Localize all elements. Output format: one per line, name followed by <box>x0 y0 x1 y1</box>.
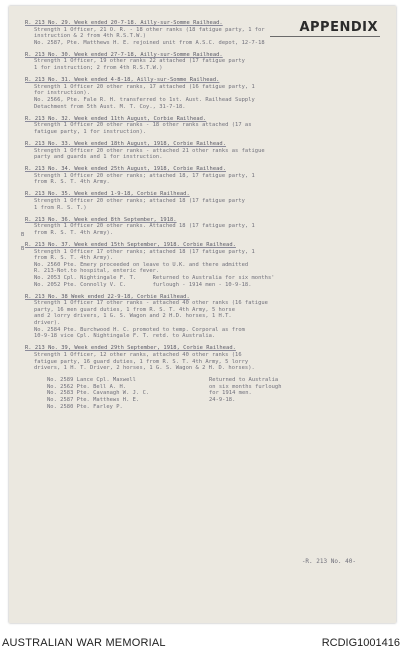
diary-entry <box>25 242 380 288</box>
soldier-name: No. 2580 Pte. Farley P. <box>47 403 123 410</box>
entry-heading: R. 213 No. 36. Week ended 8th September, 1918. <box>25 216 177 223</box>
margin-mark-b-2: B <box>21 246 25 252</box>
continuation-reference: -R. 213 No. 40- <box>301 558 356 565</box>
diary-entry <box>25 116 380 136</box>
entry-line: fatigue party, 16 guard duties, 1 from R. S. T. 4th Army, 5 lorry <box>34 358 249 365</box>
soldier-name: No. 2583 Pte. Cavanagh W. J. C. <box>47 390 150 397</box>
entry-line: No. 2587, Pte. Matthews H. E. rejoined unit from A.S.C. depot, 12-7-18 <box>34 39 265 46</box>
entry-heading: R. 213 No. 31. Week ended 4-8-18, Ailly-sur-Somme Railhead. <box>25 77 220 84</box>
diary-entry <box>25 345 380 371</box>
diary-entry <box>25 52 380 72</box>
document-page <box>9 6 396 623</box>
returned-names-block <box>25 377 380 410</box>
entry-line: 1 for instruction; 2 from 4th R.S.T.W.) <box>34 65 163 72</box>
diary-entry <box>25 77 380 110</box>
entry-line: No. 2560 Pte. Emery proceeded on leave to U.K. and there admitted <box>34 261 249 268</box>
entry-heading: R. 213 No. 33. Week ended 18th August, 1918, Corbie Railhead. <box>25 140 227 147</box>
entry-line: Strength 1 Officer 20 other ranks; attached 18 (17 fatigue party <box>34 198 245 205</box>
diary-entry <box>25 191 380 211</box>
entry-heading: R. 213 No. 34. Week ended 25th August, 1918, Corbie Railhead. <box>25 166 227 173</box>
entry-line: Strength 1 Officer 20 other ranks - attached 21 other ranks as fatigue <box>34 147 265 154</box>
soldier-name: No. 2589 Lance Cpl. Maxwell <box>47 377 136 384</box>
entry-line: party and guards and 1 for instruction. <box>34 154 163 161</box>
record-id: RCDIG1001416 <box>321 637 400 649</box>
return-note-line: Returned to Australia <box>209 377 279 384</box>
diary-entry <box>25 294 380 340</box>
entry-line: No. 2584 Pte. Burchwood H. C. promoted to temp. Corporal as from <box>34 326 245 333</box>
entry-line: Strength 1 Officer 17 other ranks - attached 40 other ranks (16 fatigue <box>34 300 268 307</box>
entry-line: Detachment from 5th Aust. M. T. Coy., 31-7-18. <box>34 103 186 110</box>
entry-line: from R. S. T. 4th Army. <box>34 179 110 186</box>
return-note-column <box>209 377 380 410</box>
return-note-line: for 1914 men. <box>209 390 252 397</box>
entry-line: and 2 lorry drivers, 1 G. S. Wagon and 2 H.D. horses, 1 H.T. <box>34 313 232 320</box>
entry-line: driver). <box>34 320 61 327</box>
entries-list <box>25 20 380 410</box>
entry-line: from R. S. T. 4th Army). <box>34 229 114 236</box>
entry-line: 10-9-18 vice Cpl. Nightingale F. T. retd. to Australia. <box>34 333 216 340</box>
diary-entry <box>25 166 380 186</box>
entry-line: No. 2053 Cpl. Nightingale F. T. Returned to Australia for six months' <box>34 275 275 281</box>
return-note-line: on six months furlough <box>209 383 282 390</box>
entry-heading: R. 213 No. 35. Week ended 1-9-18, Corbie Railhead. <box>25 191 190 198</box>
entry-heading: R. 213 No. 37. Week ended 15th September, 1918. Corbie Railhead. <box>25 242 236 249</box>
diary-entry <box>25 217 380 237</box>
return-note-line: 24-9-18. <box>209 397 236 403</box>
institution-label: AUSTRALIAN WAR MEMORIAL <box>2 637 166 649</box>
entry-line: for instruction). <box>34 90 91 97</box>
names-column <box>47 377 203 410</box>
entry-line: drivers, 1 H. T. Driver, 2 horses, 1 G. S. Wagon & 2 H. D. horses). <box>34 365 255 372</box>
entry-line: R. 213-Not.to hospital, enteric fever. <box>34 268 160 275</box>
entry-heading: R. 213 No. 30. Week ended 27-7-18, Ailly-sur-Somme Railhead. <box>25 51 223 58</box>
entry-line: Strength 1 Officer, 12 other ranks, attached 40 other ranks (16 <box>34 351 242 358</box>
entry-heading: R. 213 No. 32. Week ended 11th August, Corbie Railhead. <box>25 115 207 122</box>
entry-line: instruction & 2 from 4th R.S.T.W.) <box>34 33 147 40</box>
entry-heading: R. 213 No. 39, Week ended 29th September, 1918, Corbie Railhead. <box>25 345 236 352</box>
entry-line: Strength 1 Officer 20 other ranks - 18 other ranks attached (17 as <box>34 122 252 129</box>
entry-line: No. 2052 Pte. Connolly V. C. furlough - 1914 men - 10-9-18. <box>34 281 252 288</box>
entry-line: No. 2566, Pte. Fale R. H. transferred to 1st. Aust. Railhead Supply <box>34 96 255 103</box>
entry-line: from R. S. T. 4th Army). <box>34 255 114 262</box>
entry-line: 1 from R. S. T.) <box>34 204 87 211</box>
entry-line: Strength 1 Officer 20 other ranks; attached 18, 17 fatigue party, 1 <box>34 172 255 179</box>
appendix-label: APPENDIX <box>299 20 378 35</box>
soldier-name: No. 2562 Pte. Bell A. H. <box>47 383 127 390</box>
soldier-name: No. 2587 Pte. Matthews H. E. <box>47 397 140 403</box>
entry-line: party, 16 men guard duties, 1 from R. S. T. 4th Army, 5 horse <box>34 306 236 313</box>
margin-mark-b: B <box>21 232 25 238</box>
entry-heading: R. 213 No. 29. Week ended 20-7-18. Ailly-sur-Somme Railhead. <box>25 20 223 26</box>
entry-line: Strength 1 Officer, 21 O. R. - 18 other ranks (18 fatigue party, 1 for <box>34 26 265 33</box>
diary-entry <box>25 141 380 161</box>
entry-line: fatigue party, 1 for instruction). <box>34 128 147 135</box>
entry-line: Strength 1 Officer 17 other ranks; attached 18 (17 fatigue party, 1 <box>34 248 255 255</box>
diary-entry <box>25 20 380 46</box>
entry-heading: R. 213 No. 38 Week ended 22-9-18, Corbie Railhead. <box>25 293 190 300</box>
entry-line: Strength 1 Officer 20 other ranks, 17 attached (16 fatigue party, 1 <box>34 83 255 90</box>
entry-line: Strength 1 Officer 20 other ranks. Attached 18 (17 fatigue party, 1 <box>34 223 255 230</box>
entry-line: Strength 1 Officer, 19 other ranks 22 attached (17 fatigue party <box>34 58 245 65</box>
